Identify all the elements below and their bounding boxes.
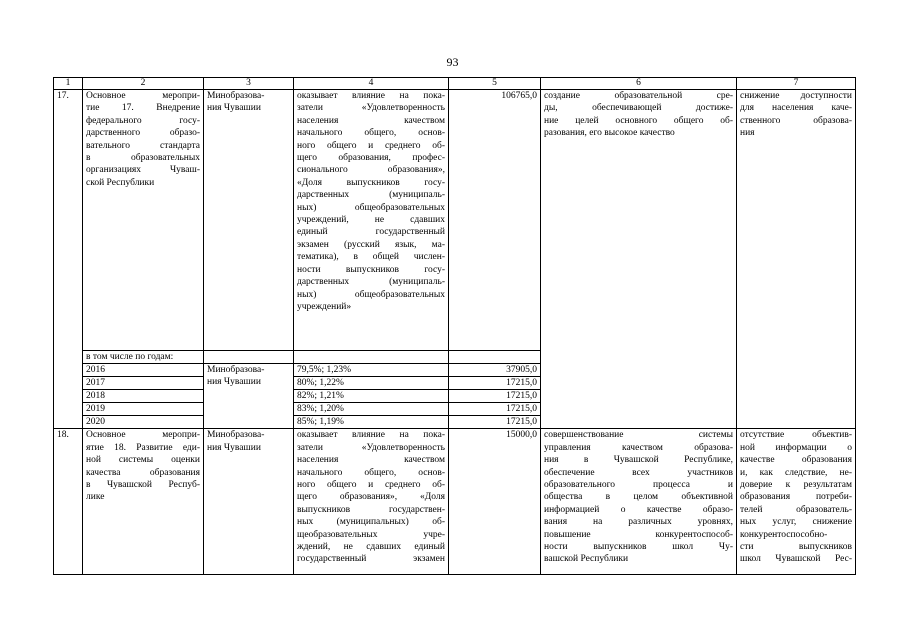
measure-name: Основное меропри- ятие 18. Развитие еди- ной системы оценки качества образования в Чувашской Респуб- лике: [83, 429, 204, 575]
indicator-value: 82%; 1,21%: [294, 390, 449, 403]
expected-result: совершенствование системы управления качеством образова- ния в Чувашской Республике, обеспечение всех участников образовательного процесса и общества в целом объективной информацией о качестве образо- вания на различных уровнях, повышение конкурентоспособ- ности выпускников школ Чу- вашской Республики: [541, 429, 737, 575]
executor: Минобразова- ния Чувашии: [204, 429, 294, 575]
year: 2017: [83, 377, 204, 390]
indicators: оказывает влияние на пока- затели «Удовлетворенность населения качеством начального общего, основ- ного общего и среднего об- щего образования», «Доля выпускников государствен- ных (муниципальных) об- щеобразовательных учре- ждений, не сдавших единый государственный экзамен: [294, 429, 449, 575]
year: 2019: [83, 403, 204, 416]
row-number: 17.: [54, 90, 83, 429]
executor: Минобразова- ния Чувашии: [204, 90, 294, 351]
funding-amount: 17215,0: [449, 377, 541, 390]
consequence: снижение доступности для населения каче- ственного образова- ния: [737, 90, 856, 429]
measures-table: [53, 77, 856, 575]
column-number: 4: [294, 78, 449, 90]
column-number: 7: [737, 78, 856, 90]
funding-amount: 106765,0: [449, 90, 541, 351]
column-number: 5: [449, 78, 541, 90]
column-numbers-row: [54, 78, 856, 90]
indicator-value: 83%; 1,20%: [294, 403, 449, 416]
column-number: 2: [83, 78, 204, 90]
funding-amount: 17215,0: [449, 390, 541, 403]
year: 2016: [83, 364, 204, 377]
indicator-value: 79,5%; 1,23%: [294, 364, 449, 377]
expected-result: создание образовательной сре- ды, обеспечивающей достиже- ние целей основного общего об- разования, его высокое качество: [541, 90, 737, 429]
executor: Минобразова- ния Чувашии: [204, 364, 294, 429]
table-row-17: [54, 90, 856, 351]
indicator-value: 80%; 1,22%: [294, 377, 449, 390]
indicators: оказывает влияние на пока- затели «Удовлетворенность населения качеством начального общего, основ- ного общего и среднего об- щего образования, профес- сионального образования», «Доля выпускников госу- дарственных (муниципаль- ных) общеобразовательных учреждений, не сдавших единый государственный экзамен (русский язык, ма- тематика), в общей числен- ности выпускников госу- дарственных (муниципаль- ных) общеобразовательных учреждений»: [294, 90, 449, 351]
row-number: 18.: [54, 429, 83, 575]
column-number: 3: [204, 78, 294, 90]
column-number: 1: [54, 78, 83, 90]
indicator-value: 85%; 1,19%: [294, 416, 449, 429]
year: 2018: [83, 390, 204, 403]
measure-name: Основное меропри- тие 17. Внедрение федерального госу- дарственного образо- вательного стандарта в образовательных организациях Чуваш- ской Республики: [83, 90, 204, 351]
funding-amount: 15000,0: [449, 429, 541, 575]
funding-amount: 37905,0: [449, 364, 541, 377]
page-number: 93: [446, 55, 459, 69]
column-number: 6: [541, 78, 737, 90]
funding-amount: 17215,0: [449, 403, 541, 416]
funding-amount: 17215,0: [449, 416, 541, 429]
consequence: отсутствие объектив- ной информации о качестве образования и, как следствие, не- доверие к результатам образования потреби- телей образователь- ных услуг, снижение конкурентоспособно- сти выпускников школ Чувашской Рес-: [737, 429, 856, 575]
year: 2020: [83, 416, 204, 429]
table-row-18: [54, 429, 856, 575]
by-years-label: в том числе по годам:: [83, 351, 204, 364]
